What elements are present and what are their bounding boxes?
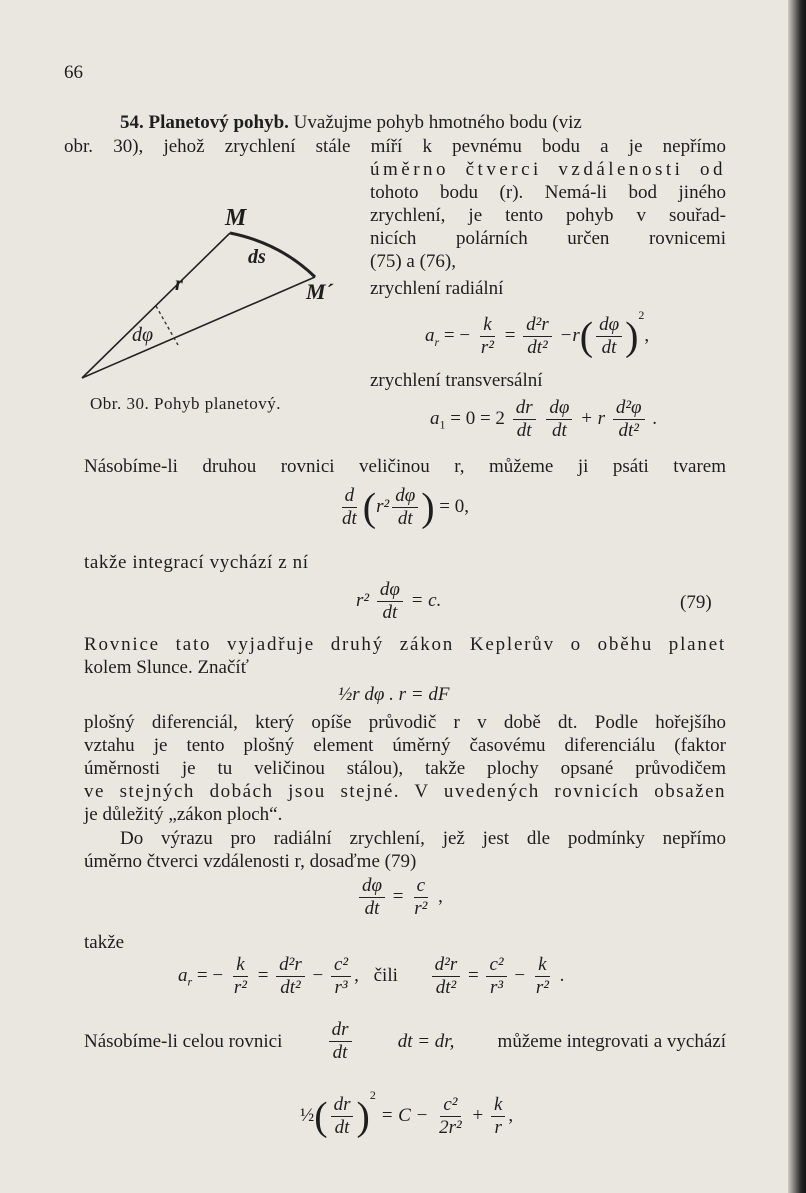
radius-line-M-prime [82, 277, 315, 378]
eq-deriv-frac-dphi [392, 486, 418, 529]
eq-ar-end: . [559, 964, 565, 986]
eq-radial-square: 2 [638, 308, 645, 322]
para-area-line-0: plošný diferenciál, který opíše průvodič r v době dt. Podle hořejšího [84, 712, 726, 733]
eq-ar-frac-d2r-2 [432, 955, 461, 998]
perpendicular-dashed [156, 306, 178, 345]
frac-num: dr [513, 398, 536, 420]
para-kepler-line-1: kolem Slunce. Značíť [84, 657, 249, 678]
frac-num: c [414, 876, 428, 898]
page-number: 66 [64, 62, 83, 83]
frac-num: k [491, 1095, 505, 1117]
eq-ar-frac-k-2 [533, 955, 552, 998]
label-ds: ds [248, 246, 266, 268]
eq-trans-plus-r: + r [580, 407, 606, 429]
eq-radial-frac-dphi [596, 315, 622, 358]
eq-final-frac-k-r [491, 1095, 505, 1138]
paren-open: ( [362, 484, 377, 530]
frac-num: k [233, 955, 247, 977]
paren-open: ( [579, 313, 594, 359]
eq-ar-lhs-sub: r [187, 974, 193, 989]
paren-close: ) [421, 484, 435, 530]
section-heading: 54. Planetový pohyb. [120, 112, 289, 133]
eq-dphi-frac-lhs [359, 876, 385, 919]
eq-final-frac-dr-dt [331, 1095, 354, 1138]
equation-radial [425, 308, 649, 358]
frac-den: dt [382, 602, 398, 623]
frac-den: dt [397, 508, 413, 529]
eq-ar-frac-c2-2 [486, 955, 506, 998]
eq-trans-frac-d2phi [613, 398, 645, 441]
frac-num: c² [486, 955, 506, 977]
para-area-line-4: je důležitý „zákon ploch“. [84, 804, 283, 825]
frac-num: d [342, 486, 358, 508]
figure-planet-motion [60, 195, 360, 395]
paren-open: ( [314, 1093, 328, 1139]
section-first-line [120, 112, 726, 134]
frac-num: dr [329, 1020, 352, 1042]
eq-radial-eq2: = [504, 325, 516, 346]
takze-label: takže [84, 932, 125, 953]
eq-ar-frac-c2 [331, 955, 351, 998]
para-area-line-2: úměrnosti je tu veličinou stálou), takže plochy opsané průvodičem [84, 758, 726, 779]
section-line-0: Uvažujme pohyb hmotného bodu (viz [293, 112, 582, 133]
frac-den: dt² [618, 420, 639, 441]
frac-den: dt² [435, 977, 457, 998]
eq-trans-end: . [652, 407, 658, 429]
section-line-6: (75) a (76), [370, 251, 456, 272]
eq-ar-minus2: − [514, 964, 526, 986]
frac-den: r² [480, 337, 494, 359]
frac-den: dt [342, 508, 357, 529]
para-substitute-line-0: Do výrazu pro radiální zrychlení, jež jest dle podmínky nepřímo [120, 828, 726, 849]
eq-deriv-rhs: = 0, [439, 495, 470, 517]
eq-radial-frac-d2r [523, 315, 552, 358]
eq-ar-lhs: a [178, 964, 188, 986]
eq79-rhs: = c. [410, 589, 442, 611]
frac-num: dφ [377, 580, 403, 602]
equation-79-number: (79) [680, 592, 712, 613]
equation-79 [356, 580, 441, 623]
frac-den: r² [414, 898, 428, 919]
eq-ar-eq1: = − [196, 964, 224, 986]
frac-num: dφ [546, 398, 572, 420]
equation-area: ½r dφ . r = dF [338, 684, 450, 705]
frac-num: d²r [276, 955, 305, 977]
frac-num: dφ [392, 486, 418, 508]
eq-ar-eq3: = [468, 964, 479, 986]
eq-radial-minus-r: −r [559, 325, 580, 346]
section-line-4: zrychlení, je tento pohyb v souřad- [370, 205, 726, 226]
eq-trans-frac-dphi [546, 398, 572, 441]
equation-derivative [336, 486, 469, 529]
equation-ar [178, 955, 564, 998]
frac-num: dφ [596, 315, 622, 337]
frac-num: k [535, 955, 549, 977]
frac-den: r² [535, 977, 549, 998]
eq-trans-lhs: a [430, 407, 440, 429]
eq-radial-lhs-sub: r [434, 334, 440, 349]
section-line-3: tohoto bodu (r). Nemá-li bod jiného [370, 182, 726, 203]
paren-close: ) [356, 1093, 370, 1139]
eq-ar-comma: , [354, 964, 359, 986]
frac-num: d²r [523, 315, 552, 337]
eq-trans-eq: = 0 = 2 [450, 407, 505, 429]
eq79-frac-dphi [377, 580, 403, 623]
frac-den: dt [334, 1117, 350, 1139]
para-kepler-line-0: Rovnice tato vyjadřuje druhý zákon Keplerův o oběhu planet [84, 634, 726, 655]
para-integration: takže integrací vychází z ní [84, 552, 309, 573]
label-r: r [175, 273, 183, 295]
frac-num: c² [331, 955, 351, 977]
equation-transversal [430, 398, 657, 441]
equation-dphi [356, 876, 443, 919]
para-final-mid: dt = dr, [397, 1030, 455, 1052]
eq-ar-cili: čili [373, 964, 398, 986]
label-transversal: zrychlení transversální [370, 370, 543, 391]
eq-ar-minus: − [312, 964, 324, 986]
para-area-line-1: vztahu je tento plošný element úměrný časovému diferenciálu (faktor [84, 735, 726, 756]
frac-den: dt [601, 337, 617, 359]
section-line-1: obr. 30), jehož zrychlení stále míří k pevnému bodu a je nepřímo [64, 136, 726, 157]
eq-ar-frac-d2r [276, 955, 305, 998]
frac-den: dt [516, 420, 532, 441]
equation-final [300, 1088, 513, 1138]
frac-num: c² [440, 1095, 460, 1117]
frac-den: 2r² [439, 1117, 462, 1139]
frac-den: dt² [527, 337, 548, 359]
eq-final-end: , [508, 1105, 514, 1126]
eq-dphi-end: , [438, 885, 443, 907]
eq-final-plus: + [472, 1105, 484, 1126]
eq-final-square: 2 [369, 1088, 376, 1102]
frac-num: dr [331, 1095, 354, 1117]
radius-line-M [82, 233, 230, 378]
frac-den: r³ [489, 977, 504, 998]
frac-den: dt [551, 420, 567, 441]
label-M: M [225, 205, 247, 231]
paren-close: ) [625, 313, 639, 359]
eq-final-half: ½ [300, 1105, 315, 1126]
eq-deriv-inner: r² [376, 495, 390, 517]
figure-caption: Obr. 30. Pohyb planetový. [90, 394, 281, 413]
eq-radial-frac-k [478, 315, 497, 358]
eq-radial-lhs: a [425, 325, 435, 346]
label-M-prime: M´ [306, 279, 333, 304]
eq-ar-frac-k [231, 955, 250, 998]
para-final-frac-dr-dt [329, 1020, 352, 1063]
eq-radial-eq1: = − [443, 325, 471, 346]
para-final-pre: Násobíme-li celou rovnici [84, 1030, 283, 1052]
para-final-post: můžeme integrovati a vychází [497, 1030, 726, 1052]
frac-den: r² [233, 977, 247, 998]
para-multiply: Násobíme-li druhou rovnici veličinou r, můžeme ji psáti tvarem [84, 456, 726, 477]
eq-trans-lhs-sub: 1 [439, 417, 446, 432]
para-final [84, 1020, 726, 1063]
frac-den: r [494, 1117, 502, 1139]
para-substitute-line-1: úměrno čtverci vzdálenosti r, dosaďme (79) [84, 851, 417, 872]
eq79-lhs: r² [356, 589, 370, 611]
eq-final-eq: = C − [380, 1105, 429, 1126]
frac-num: d²r [432, 955, 461, 977]
eq-dphi-eq: = [392, 885, 404, 907]
arc-ds [230, 233, 315, 277]
label-radial: zrychlení radiální [370, 278, 504, 299]
frac-den: dt² [280, 977, 301, 998]
frac-num: d²φ [613, 398, 645, 420]
section-line-2: úměrno čtverci vzdálenosti od [370, 159, 726, 180]
eq-trans-frac-dr [513, 398, 536, 441]
eq-ar-eq2: = [257, 964, 269, 986]
eq-final-frac-c2 [436, 1095, 465, 1138]
page-edge-shadow [788, 0, 806, 1193]
frac-den: dt [332, 1042, 348, 1063]
eq-deriv-frac-d-dt [339, 486, 360, 529]
section-line-5: nicích polárních určen rovnicemi [370, 228, 726, 249]
para-area-line-3: ve stejných dobách jsou stejné. V uvedených rovnicích obsažen [84, 781, 726, 802]
frac-num: dφ [359, 876, 385, 898]
label-dphi: dφ [132, 324, 154, 346]
eq-dphi-frac-rhs [411, 876, 430, 919]
frac-den: dt [364, 898, 380, 919]
frac-den: r³ [334, 977, 348, 998]
frac-num: k [480, 315, 494, 337]
eq-radial-end: , [644, 325, 650, 346]
